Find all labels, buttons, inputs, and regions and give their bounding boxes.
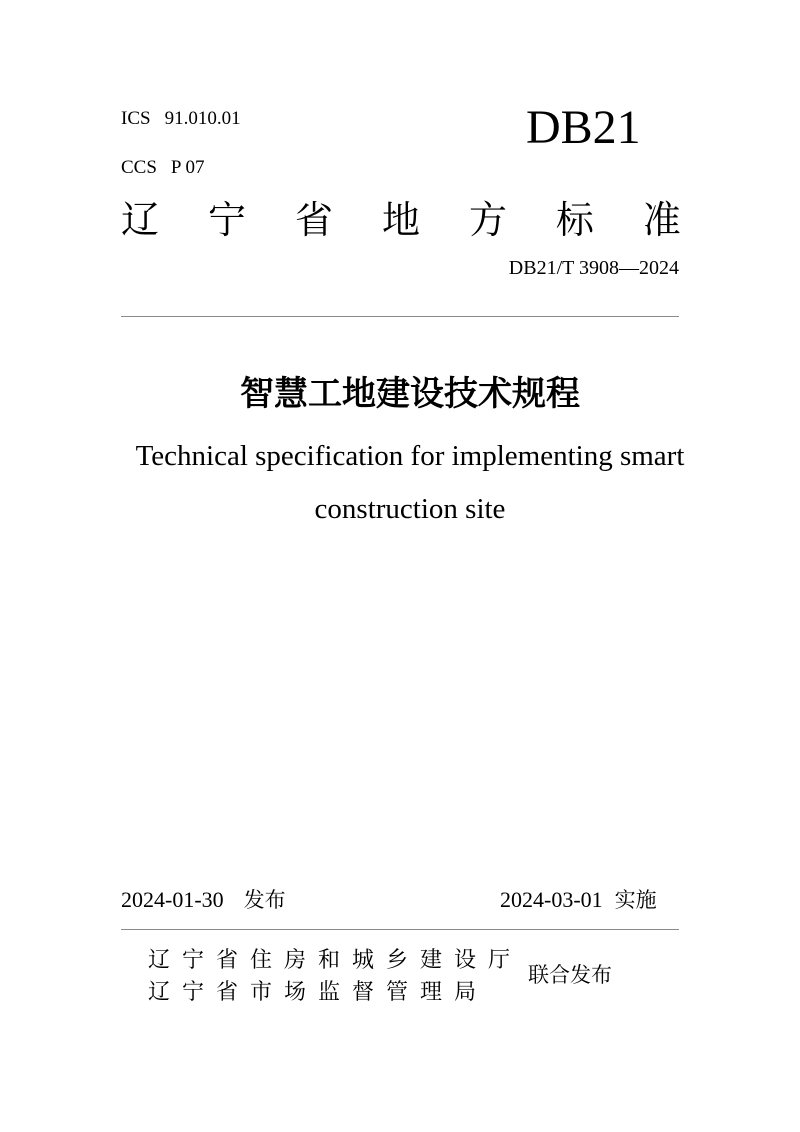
ics-code (121, 108, 241, 130)
issuer-org-2: 辽宁省市场监督管理局 (148, 980, 489, 1005)
standard-type-char: 方 (468, 198, 507, 242)
title-chinese: 智慧工地建设技术规程 (240, 374, 580, 414)
joint-issue-label: 联合发布 (528, 963, 612, 987)
standard-type-char: 辽 (121, 198, 160, 242)
standard-type-char: 准 (642, 198, 681, 242)
title-english-line1: Technical specification for implementing smart (135, 440, 685, 472)
standard-type-char: 省 (294, 198, 333, 242)
issue-label: 发布 (243, 888, 286, 912)
implement-label: 实施 (614, 888, 657, 912)
standard-number: DB21/T 3908—2024 (508, 257, 679, 279)
ccs-label: CCS (121, 157, 157, 178)
standard-type (121, 196, 681, 244)
ics-value: 91.010.01 (164, 108, 241, 129)
ccs-code (121, 157, 205, 179)
divider-top (121, 316, 679, 317)
title-english (0, 430, 800, 536)
db-code: DB21 (526, 101, 641, 154)
implement-date-block (500, 884, 657, 914)
standard-type-char: 标 (555, 198, 594, 242)
ics-label: ICS (121, 108, 151, 129)
divider-bottom (121, 929, 679, 930)
issue-date-block (121, 884, 286, 914)
implement-date: 2024-03-01 (500, 887, 603, 912)
issuer-org-1: 辽宁省住房和城乡建设厅 (148, 948, 523, 973)
standard-type-char: 宁 (207, 198, 246, 242)
title-english-line2: construction site (314, 493, 506, 525)
issue-date: 2024-01-30 (121, 887, 224, 912)
standard-type-char: 地 (381, 198, 420, 242)
ccs-value: P 07 (170, 157, 205, 178)
